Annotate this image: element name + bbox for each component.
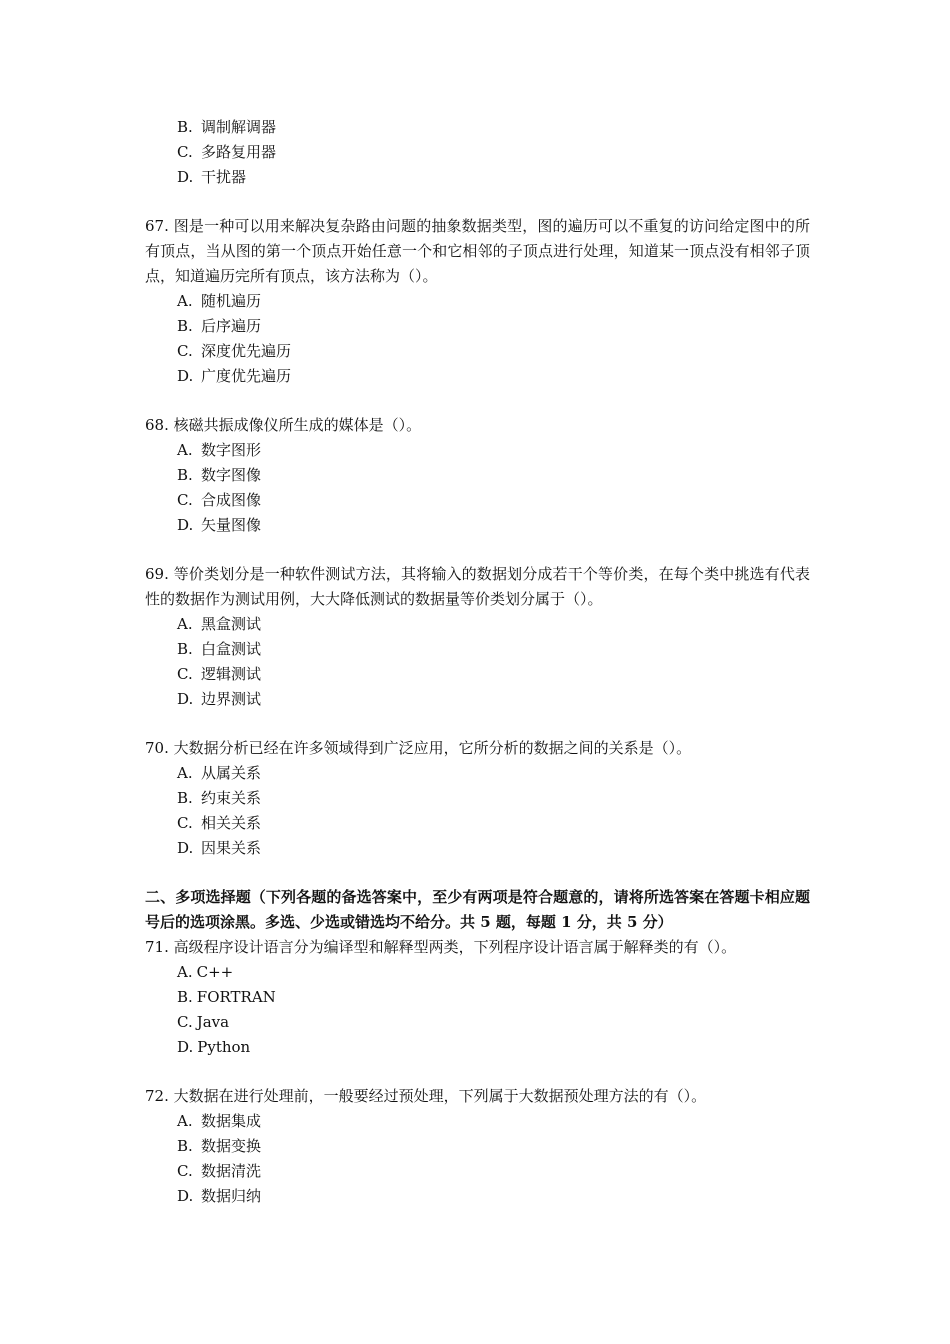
option-list (145, 612, 810, 712)
question-69 (145, 562, 810, 712)
option-letter: C. (177, 143, 193, 161)
option-letter: C. (177, 342, 193, 360)
option-text: Java (196, 1013, 230, 1031)
option-letter: D. (177, 367, 194, 385)
option-text: 数据清洗 (201, 1162, 262, 1180)
option-item (177, 1134, 810, 1159)
option-item (177, 314, 810, 339)
option-letter: C. (177, 1013, 193, 1031)
question-number: 68. (145, 416, 169, 434)
option-item (177, 985, 810, 1010)
question-text (145, 1084, 810, 1109)
question-body: 核磁共振成像仪所生成的媒体是（）。 (173, 416, 422, 434)
option-item (177, 364, 810, 389)
option-letter: A. (177, 615, 193, 633)
option-list (145, 289, 810, 389)
option-letter: B. (177, 118, 193, 136)
option-item (177, 463, 810, 488)
option-text: 因果关系 (201, 839, 262, 857)
option-text: 数字图像 (201, 466, 262, 484)
question-text (145, 214, 810, 289)
option-text: 约束关系 (201, 789, 262, 807)
option-text: 黑盒测试 (201, 615, 262, 633)
option-text: 合成图像 (201, 491, 262, 509)
option-text: 后序遍历 (201, 317, 262, 335)
option-letter: B. (177, 1137, 193, 1155)
continued-options (145, 115, 810, 190)
option-text: 干扰器 (201, 168, 247, 186)
option-item (177, 811, 810, 836)
option-letter: D. (177, 839, 194, 857)
option-letter: B. (177, 466, 193, 484)
option-item (177, 115, 810, 140)
option-text: C++ (196, 963, 234, 981)
option-letter: B. (177, 640, 193, 658)
option-list (145, 960, 810, 1060)
section-heading-multiple-choice: 二、多项选择题（下列各题的备选答案中，至少有两项是符合题意的，请将所选答案在答题卡相应题号后的选项涂黑。多选、少选或错选均不给分。共 5 题，每题 1 分，共 5 分） (145, 888, 810, 931)
option-letter: A. (177, 1112, 193, 1130)
option-item (177, 1010, 810, 1035)
option-text: FORTRAN (196, 988, 276, 1006)
option-item (177, 339, 810, 364)
option-item (177, 960, 810, 985)
question-body: 图是一种可以用来解决复杂路由问题的抽象数据类型，图的遍历可以不重复的访问给定图中的所有顶点，当从图的第一个顶点开始任意一个和它相邻的子顶点进行处理，知道某一顶点没有相邻子顶点，知道遍历完所有顶点，该方法称为（）。 (145, 217, 810, 285)
option-item (177, 761, 810, 786)
option-item (177, 1035, 810, 1060)
option-letter: D. (177, 1038, 194, 1056)
option-text: 数据变换 (201, 1137, 262, 1155)
option-item (177, 488, 810, 513)
option-text: 多路复用器 (201, 143, 277, 161)
option-letter: C. (177, 665, 193, 683)
option-letter: D. (177, 690, 194, 708)
option-letter: D. (177, 1187, 194, 1205)
option-item (177, 687, 810, 712)
question-number: 71. (145, 938, 169, 956)
option-text: Python (197, 1038, 251, 1056)
option-list (145, 1109, 810, 1209)
option-letter: A. (177, 441, 193, 459)
option-text: 矢量图像 (201, 516, 262, 534)
option-letter: C. (177, 491, 193, 509)
question-67 (145, 214, 810, 389)
question-body: 大数据在进行处理前，一般要经过预处理，下列属于大数据预处理方法的有（）。 (173, 1087, 707, 1105)
option-text: 从属关系 (201, 764, 262, 782)
option-text: 白盒测试 (201, 640, 262, 658)
option-letter: B. (177, 988, 193, 1006)
page-content (145, 115, 810, 1209)
option-letter: A. (177, 963, 193, 981)
option-text: 逻辑测试 (201, 665, 262, 683)
option-item (177, 612, 810, 637)
option-item (177, 1184, 810, 1209)
option-item (177, 140, 810, 165)
option-item (177, 836, 810, 861)
option-list (145, 761, 810, 861)
option-text: 数字图形 (201, 441, 262, 459)
question-70 (145, 736, 810, 861)
option-item (177, 637, 810, 662)
question-body: 等价类划分是一种软件测试方法，其将输入的数据划分成若干个等价类，在每个类中挑选有代表性的数据作为测试用例，大大降低测试的数据量等价类划分属于（）。 (145, 565, 810, 608)
question-text (145, 935, 810, 960)
option-item (177, 289, 810, 314)
question-number: 67. (145, 217, 169, 235)
question-68 (145, 413, 810, 538)
question-text (145, 562, 810, 612)
option-item (177, 513, 810, 538)
option-letter: D. (177, 516, 194, 534)
option-letter: B. (177, 789, 193, 807)
option-text: 随机遍历 (201, 292, 262, 310)
option-letter: C. (177, 814, 193, 832)
option-item (177, 1159, 810, 1184)
option-text: 数据归纳 (201, 1187, 262, 1205)
option-text: 深度优先遍历 (201, 342, 292, 360)
option-letter: A. (177, 764, 193, 782)
question-body: 大数据分析已经在许多领域得到广泛应用，它所分析的数据之间的关系是（）。 (173, 739, 692, 757)
option-text: 边界测试 (201, 690, 262, 708)
question-text (145, 736, 810, 761)
question-number: 70. (145, 739, 169, 757)
option-item (177, 165, 810, 190)
question-72 (145, 1084, 810, 1209)
question-body: 高级程序设计语言分为编译型和解释型两类，下列程序设计语言属于解释类的有（）。 (173, 938, 737, 956)
option-letter: D. (177, 168, 194, 186)
option-text: 调制解调器 (201, 118, 277, 136)
option-text: 广度优先遍历 (201, 367, 292, 385)
option-text: 相关关系 (201, 814, 262, 832)
question-number: 69. (145, 565, 169, 583)
option-letter: A. (177, 292, 193, 310)
question-71 (145, 935, 810, 1060)
option-item (177, 786, 810, 811)
option-item (177, 662, 810, 687)
option-list (145, 438, 810, 538)
question-number: 72. (145, 1087, 169, 1105)
option-text: 数据集成 (201, 1112, 262, 1130)
option-item (177, 438, 810, 463)
option-letter: C. (177, 1162, 193, 1180)
option-letter: B. (177, 317, 193, 335)
option-item (177, 1109, 810, 1134)
question-text (145, 413, 810, 438)
